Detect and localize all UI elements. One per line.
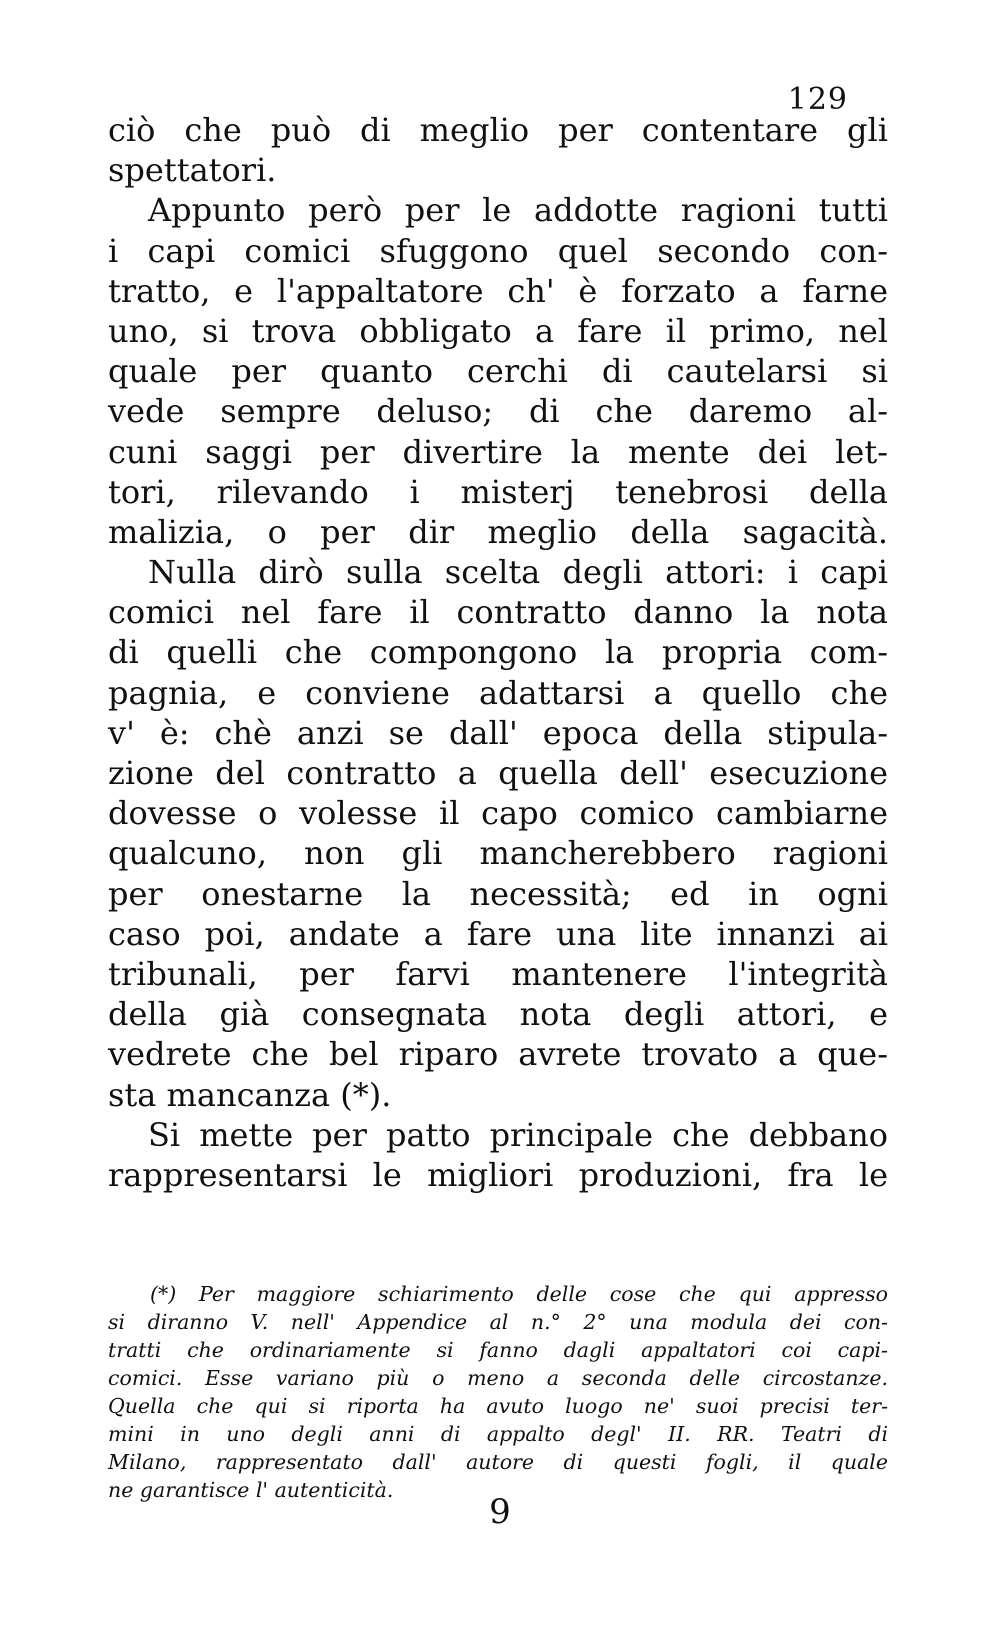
body-line: tratto, e l'appaltatore ch' è forzato a farne xyxy=(108,271,888,310)
footnote-line: ne garantisce l' autenticità. xyxy=(108,1478,394,1502)
body-line: dovesse o volesse il capo comico cambiarne xyxy=(108,794,888,833)
body-line: per onestarne la necessità; ed in ogni xyxy=(108,874,888,913)
body-line: Si mette per patto principale che debbano xyxy=(148,1115,888,1154)
body-line: della già consegnata nota degli attori, e xyxy=(108,995,888,1034)
body-line: quale per quanto cerchi di cautelarsi si xyxy=(108,352,888,391)
body-line: uno, si trova obbligato a fare il primo, nel xyxy=(108,311,888,350)
body-text xyxy=(108,110,888,1195)
body-line: ciò che può di meglio per contentare gli xyxy=(108,111,888,149)
footnote-line: Milano, rappresentato dall' autore di questi fogli, il quale xyxy=(108,1450,888,1474)
footnote xyxy=(108,1280,888,1504)
body-line: caso poi, andate a fare una lite innanzi ai xyxy=(108,914,888,953)
signature-mark: 9 xyxy=(489,1492,511,1532)
footnote-line: Quella che qui si riporta ha avuto luogo ne' suoi precisi ter- xyxy=(108,1394,888,1418)
body-line: spettatori. xyxy=(108,151,277,190)
footnote-line: si diranno V. nell' Appendice al n.° 2° una modula dei con- xyxy=(108,1310,888,1334)
body-line: v' è: chè anzi se dall' epoca della stipula- xyxy=(108,713,888,752)
footnote-line: comici. Esse variano più o meno a seconda delle circostanze. xyxy=(108,1366,888,1390)
page-number: 129 xyxy=(787,82,848,117)
footnote-line: tratti che ordinariamente si fanno dagli appaltatori coi capi- xyxy=(108,1338,888,1362)
body-line: sta mancanza (*). xyxy=(108,1075,392,1114)
body-line: i capi comici sfuggono quel secondo con- xyxy=(108,231,888,270)
body-line: Appunto però per le addotte ragioni tutti xyxy=(148,191,888,230)
body-line: Nulla dirò sulla scelta degli attori: i capi xyxy=(148,553,888,592)
body-line: di quelli che compongono la propria com- xyxy=(108,633,888,672)
body-line: qualcuno, non gli mancherebbero ragioni xyxy=(108,834,888,873)
body-line: pagnia, e conviene adattarsi a quello che xyxy=(108,673,888,712)
footnote-line: (*) Per maggiore schiarimento delle cose che qui appresso xyxy=(150,1282,888,1306)
body-line: zione del contratto a quella dell' esecuzione xyxy=(108,754,888,792)
body-line: vedrete che bel riparo avrete trovato a que- xyxy=(108,1035,888,1074)
footnote-line: mini in uno degli anni di appalto degl' II. RR. Teatri di xyxy=(108,1422,888,1446)
body-line: rappresentarsi le migliori produzioni, fra le xyxy=(108,1155,888,1194)
body-line: cuni saggi per divertire la mente dei let- xyxy=(108,432,888,471)
body-line: tribunali, per farvi mantenere l'integrità xyxy=(108,954,888,993)
body-line: malizia, o per dir meglio della sagacità. xyxy=(108,512,888,551)
body-line: comici nel fare il contratto danno la nota xyxy=(108,593,888,632)
body-line: tori, rilevando i misterj tenebrosi della xyxy=(108,472,888,511)
body-line: vede sempre deluso; di che daremo al- xyxy=(108,392,888,431)
